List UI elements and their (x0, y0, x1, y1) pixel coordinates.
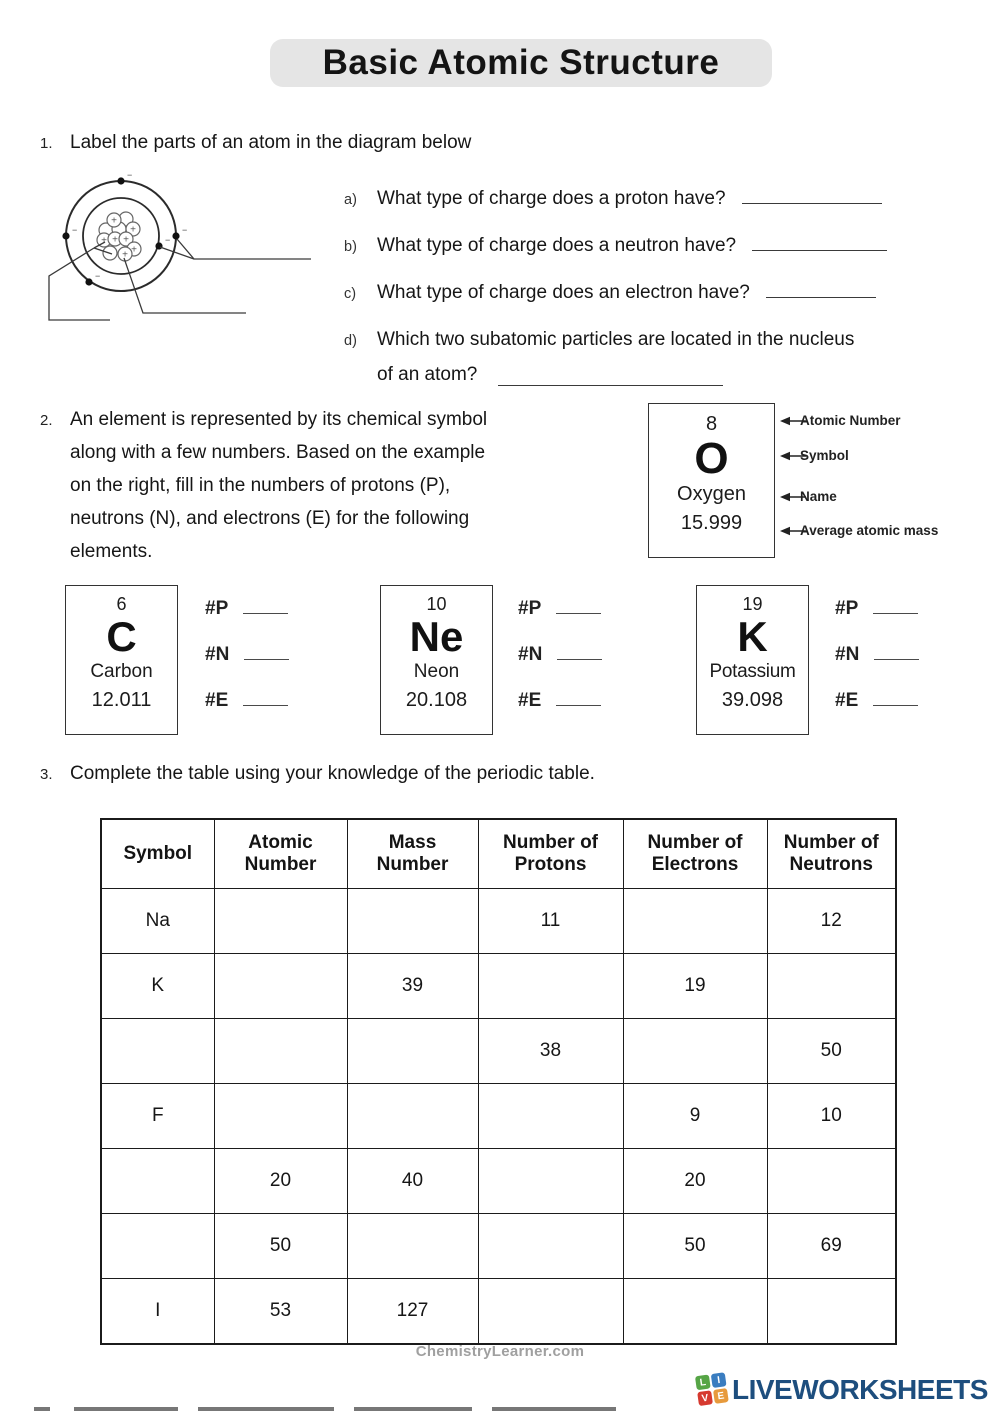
potassium-name: Potassium (709, 661, 796, 682)
cell-atomic-number-blank[interactable] (214, 954, 347, 1019)
cell-electrons: 19 (623, 954, 767, 1019)
text-fragment (34, 1407, 50, 1411)
cell-neutrons-blank[interactable] (767, 1149, 896, 1214)
table-row (101, 1214, 896, 1279)
electrons-label: #E (518, 690, 542, 711)
svg-text:−: − (72, 225, 78, 235)
q2-prompt-line: elements. (70, 541, 153, 562)
left-arrow-icon (780, 417, 806, 535)
cell-atomic-number: 20 (214, 1149, 347, 1214)
svg-text:+: + (101, 235, 107, 247)
potassium-atomic-number: 19 (742, 594, 763, 614)
logo-square-v: V (697, 1390, 713, 1406)
table-header-row (101, 819, 896, 889)
cell-atomic-number-blank[interactable] (214, 889, 347, 954)
cell-protons: 11 (478, 889, 623, 954)
potassium-protons-row (835, 596, 945, 622)
svg-text:+: + (123, 234, 129, 246)
cell-symbol-blank[interactable] (101, 1019, 214, 1084)
cell-electrons: 20 (623, 1149, 767, 1214)
cell-protons-blank[interactable] (478, 954, 623, 1019)
electrons-label: #E (205, 690, 229, 711)
col-header-neutrons: Number of Neutrons (767, 819, 896, 889)
potassium-mass: 39.098 (721, 689, 784, 711)
cell-electrons-blank[interactable] (623, 889, 767, 954)
q1-number: 1. (40, 135, 53, 152)
carbon-protons-row (205, 596, 315, 622)
example-mass: 15.999 (680, 512, 743, 534)
q1-sub-b-label: b) (344, 239, 357, 255)
col-header-mass-number: Mass Number (347, 819, 478, 889)
cell-neutrons: 12 (767, 889, 896, 954)
cell-mass-number-blank[interactable] (347, 889, 478, 954)
cell-electrons: 50 (623, 1214, 767, 1279)
q1-sub-a-label: a) (344, 192, 357, 208)
q3-number: 3. (40, 766, 53, 783)
cell-protons-blank[interactable] (478, 1279, 623, 1345)
potassium-electrons-blank[interactable] (873, 705, 918, 706)
cell-neutrons-blank[interactable] (767, 1279, 896, 1345)
q1-sub-a (344, 186, 974, 213)
q1-sub-d-text-line1: Which two subatomic particles are located in the nucleus (377, 329, 855, 350)
col-header-symbol: Symbol (101, 819, 214, 889)
cell-atomic-number: 53 (214, 1279, 347, 1345)
site-credit: ChemistryLearner.com (415, 1343, 585, 1360)
cell-mass-number-blank[interactable] (347, 1084, 478, 1149)
cell-mass-number-blank[interactable] (347, 1019, 478, 1084)
potassium-electrons-row (835, 688, 945, 714)
cell-neutrons: 10 (767, 1084, 896, 1149)
q2-prompt-line: on the right, fill in the numbers of protons (P), (70, 475, 451, 496)
carbon-protons-blank[interactable] (243, 613, 288, 614)
logo-square-i: I (711, 1372, 727, 1388)
col-header-atomic-number: Atomic Number (214, 819, 347, 889)
q1-sub-c-text: What type of charge does an electron have? (377, 282, 750, 303)
carbon-mass: 12.011 (91, 689, 152, 711)
q1-sub-b (344, 233, 974, 260)
cell-electrons-blank[interactable] (623, 1019, 767, 1084)
q1-sub-d-answer-blank[interactable] (498, 385, 723, 386)
example-name: Oxygen (677, 483, 746, 505)
q1-sub-d-label: d) (344, 333, 357, 349)
cell-electrons: 9 (623, 1084, 767, 1149)
carbon-atomic-number: 6 (116, 594, 127, 614)
example-label-mass: Average atomic mass (800, 523, 939, 538)
electrons-label: #E (835, 690, 859, 711)
liveworksheets-logo[interactable] (697, 1374, 988, 1406)
q1-sub-d (344, 327, 974, 389)
protons-label: #P (518, 598, 542, 619)
cell-electrons-blank[interactable] (623, 1279, 767, 1345)
q1-sub-b-answer-blank[interactable] (752, 250, 887, 251)
neon-electrons-row (518, 688, 628, 714)
cell-symbol-blank[interactable] (101, 1214, 214, 1279)
potassium-neutrons-blank[interactable] (874, 659, 919, 660)
table-row (101, 1019, 896, 1084)
q2-number: 2. (40, 412, 53, 429)
logo-square-l: L (695, 1374, 711, 1390)
q3-prompt: Complete the table using your knowledge of the periodic table. (70, 763, 595, 784)
q1-sub-d-text-line2: of an atom? (377, 364, 478, 385)
carbon-name: Carbon (90, 661, 153, 682)
element-example (640, 400, 1000, 570)
table-row (101, 1279, 896, 1345)
example-symbol: O (694, 434, 729, 483)
svg-text:−: − (182, 225, 188, 235)
q2-prompt-line: along with a few numbers. Based on the example (70, 442, 486, 463)
cell-atomic-number-blank[interactable] (214, 1019, 347, 1084)
liveworksheets-wordmark: LIVEWORKSHEETS (732, 1374, 988, 1405)
svg-text:+: + (112, 234, 118, 246)
svg-text:+: + (130, 224, 136, 236)
protons-label: #P (835, 598, 859, 619)
potassium-symbol: K (737, 613, 768, 660)
cell-symbol: K (101, 954, 214, 1019)
page-title: Basic Atomic Structure (270, 39, 772, 87)
q1-prompt: Label the parts of an atom in the diagram below (70, 132, 472, 153)
table-row (101, 954, 896, 1019)
cell-protons-blank[interactable] (478, 1214, 623, 1279)
q2-prompt (70, 403, 487, 568)
cell-mass-number: 40 (347, 1149, 478, 1214)
q1-heading (40, 132, 471, 154)
q1-sub-a-text: What type of charge does a proton have? (377, 188, 726, 209)
potassium-protons-blank[interactable] (873, 613, 918, 614)
text-fragment (492, 1407, 616, 1411)
cell-symbol: Na (101, 889, 214, 954)
col-header-protons: Number of Protons (478, 819, 623, 889)
svg-text:−: − (95, 271, 101, 281)
cell-atomic-number: 50 (214, 1214, 347, 1279)
cell-atomic-number-blank[interactable] (214, 1084, 347, 1149)
cell-mass-number-blank[interactable] (347, 1214, 478, 1279)
q1-sub-c (344, 280, 974, 307)
cell-mass-number: 127 (347, 1279, 478, 1345)
periodic-table-worksheet (100, 818, 897, 1345)
svg-text:+: + (111, 215, 117, 227)
atom-diagram (28, 158, 358, 373)
q1-sub-c-answer-blank[interactable] (766, 297, 876, 298)
carbon-neutrons-row (205, 642, 315, 668)
potassium-pne-blanks (835, 596, 945, 734)
neutrons-label: #N (518, 644, 543, 665)
neon-neutrons-blank[interactable] (557, 659, 602, 660)
text-fragment (198, 1407, 334, 1411)
carbon-electrons-row (205, 688, 315, 714)
example-label-symbol: Symbol (800, 448, 849, 463)
carbon-symbol: C (106, 613, 137, 660)
carbon-pne-blanks (205, 596, 315, 734)
svg-text:−: − (127, 170, 133, 180)
svg-text:+: + (122, 249, 128, 261)
cell-neutrons: 50 (767, 1019, 896, 1084)
table-row (101, 889, 896, 954)
q1-sub-c-label: c) (344, 286, 357, 302)
svg-text:−: − (165, 235, 171, 245)
q2-prompt-line: neutrons (N), and electrons (E) for the following (70, 508, 470, 529)
cell-protons-blank[interactable] (478, 1149, 623, 1214)
potassium-neutrons-row (835, 642, 945, 668)
example-atomic-number: 8 (705, 413, 718, 435)
neon-symbol: Ne (409, 613, 464, 660)
neutrons-label: #N (835, 644, 860, 665)
element-card-carbon (65, 585, 178, 735)
protons-label: #P (205, 598, 229, 619)
cell-symbol: F (101, 1084, 214, 1149)
table-row (101, 1149, 896, 1214)
cell-symbol-blank[interactable] (101, 1149, 214, 1214)
carbon-neutrons-blank[interactable] (244, 659, 289, 660)
col-header-electrons: Number of Electrons (623, 819, 767, 889)
svg-text:+: + (131, 244, 137, 256)
cell-mass-number: 39 (347, 954, 478, 1019)
example-label-atomic-number: Atomic Number (800, 413, 901, 428)
logo-square-e: E (713, 1388, 729, 1404)
neon-protons-row (518, 596, 628, 622)
neon-protons-blank[interactable] (556, 613, 601, 614)
liveworksheets-logo-icon (695, 1372, 731, 1408)
neon-pne-blanks (518, 596, 628, 734)
q1-sub-a-answer-blank[interactable] (742, 203, 882, 204)
q1-subquestions (344, 186, 974, 409)
table-row (101, 1084, 896, 1149)
neon-atomic-number: 10 (426, 594, 447, 614)
neon-mass: 20.108 (405, 689, 468, 711)
cell-protons: 38 (478, 1019, 623, 1084)
cell-symbol: I (101, 1279, 214, 1345)
q3-heading (40, 763, 595, 785)
neutrons-label: #N (205, 644, 230, 665)
cell-neutrons-blank[interactable] (767, 954, 896, 1019)
carbon-electrons-blank[interactable] (243, 705, 288, 706)
element-example-card (648, 403, 775, 558)
element-card-neon (380, 585, 493, 735)
q2-prompt-line: An element is represented by its chemical symbol (70, 409, 488, 430)
cell-neutrons: 69 (767, 1214, 896, 1279)
neon-name: Neon (413, 661, 460, 682)
q1-sub-b-text: What type of charge does a neutron have? (377, 235, 737, 256)
text-fragment (354, 1407, 472, 1411)
element-card-potassium (696, 585, 809, 735)
cell-protons-blank[interactable] (478, 1084, 623, 1149)
example-label-name: Name (800, 489, 837, 504)
text-fragment (74, 1407, 178, 1411)
q2-heading (40, 403, 487, 568)
neon-electrons-blank[interactable] (556, 705, 601, 706)
neon-neutrons-row (518, 642, 628, 668)
